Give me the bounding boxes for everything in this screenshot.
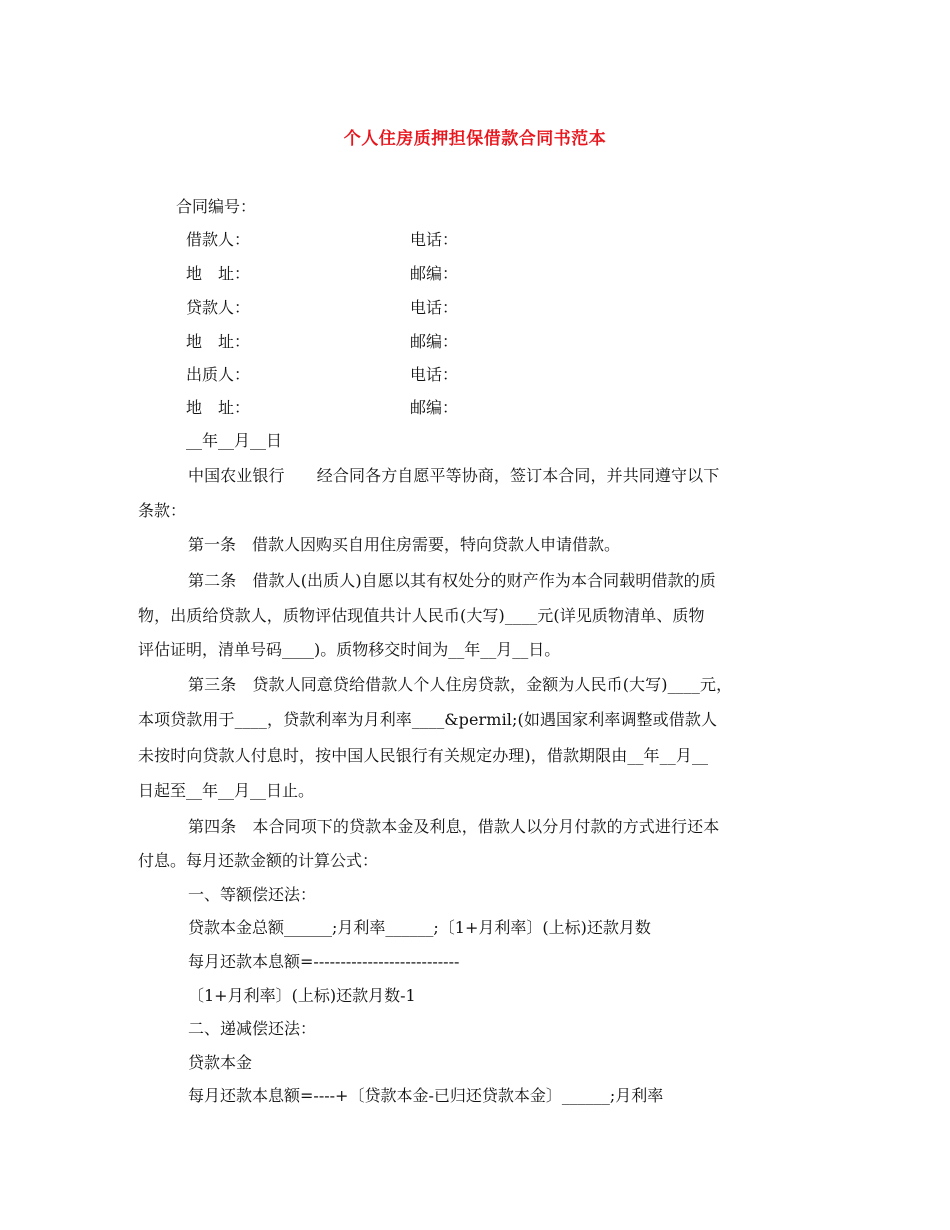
- method-2-heading: 二、递减偿还法：: [188, 1019, 317, 1038]
- lender-postcode-label: 邮编：: [410, 332, 459, 351]
- article-1: 第一条 借款人因购买自用住房需要，特向贷款人申请借款。: [188, 535, 621, 554]
- article-3-line-1: 第三条 贷款人同意贷给借款人个人住房贷款，金额为人民币(大写)____元，: [188, 675, 733, 694]
- method-1-line-3: 〔1+月利率〕(上标)还款月数-1: [188, 986, 416, 1005]
- article-2-line-3: 评估证明，清单号码____)。质物移交时间为__年__月__日。: [138, 640, 561, 659]
- pledgor-phone-label: 电话：: [410, 365, 459, 384]
- article-2-line-2: 物，出质给贷款人，质物评估现值共计人民币(大写)____元(详见质物清单、质物: [138, 606, 705, 625]
- lender-address-label: 地 址：: [186, 332, 251, 351]
- intro-line-2: 条款：: [138, 501, 187, 520]
- method-2-line-1: 贷款本金: [188, 1053, 253, 1072]
- article-2-line-1: 第二条 借款人(出质人)自愿以其有权处分的财产作为本合同载明借款的质: [188, 571, 716, 590]
- intro-line-1: 中国农业银行 经合同各方自愿平等协商，签订本合同，并共同遵守以下: [188, 466, 720, 485]
- method-1-line-2: 每月还款本息额=---------------------------: [188, 952, 460, 971]
- document-title: 个人住房质押担保借款合同书范本: [343, 129, 607, 149]
- lender-phone-label: 电话：: [410, 298, 459, 317]
- pledgor-address-label: 地 址：: [186, 398, 251, 417]
- borrower-postcode-label: 邮编：: [410, 264, 459, 283]
- article-3-line-2: 本项贷款用于____，贷款利率为月利率____&permil;(如遇国家利率调整或借款人: [138, 710, 718, 729]
- method-1-heading: 一、等额偿还法：: [188, 885, 317, 904]
- article-4-line-2: 付息。每月还款金额的计算公式：: [138, 851, 379, 870]
- lender-label: 贷款人：: [186, 298, 251, 317]
- date-line: __年__月__日: [186, 431, 283, 450]
- borrower-address-label: 地 址：: [186, 264, 251, 283]
- contract-number-label: 合同编号：: [176, 197, 257, 216]
- pledgor-postcode-label: 邮编：: [410, 398, 459, 417]
- borrower-phone-label: 电话：: [410, 230, 459, 249]
- article-3-line-4: 日起至__年__月__日止。: [138, 781, 315, 800]
- borrower-label: 借款人：: [186, 230, 251, 249]
- article-4-line-1: 第四条 本合同项下的贷款本金及利息，借款人以分月付款的方式进行还本: [188, 817, 720, 836]
- method-2-line-2: 每月还款本息额=----+〔贷款本金-已归还贷款本金〕______;月利率: [188, 1086, 664, 1105]
- method-1-line-1: 贷款本金总额______;月利率______;〔1+月利率〕(上标)还款月数: [188, 918, 651, 937]
- pledgor-label: 出质人：: [186, 365, 251, 384]
- article-3-line-3: 未按时向贷款人付息时，按中国人民银行有关规定办理)，借款期限由__年__月__: [138, 746, 709, 765]
